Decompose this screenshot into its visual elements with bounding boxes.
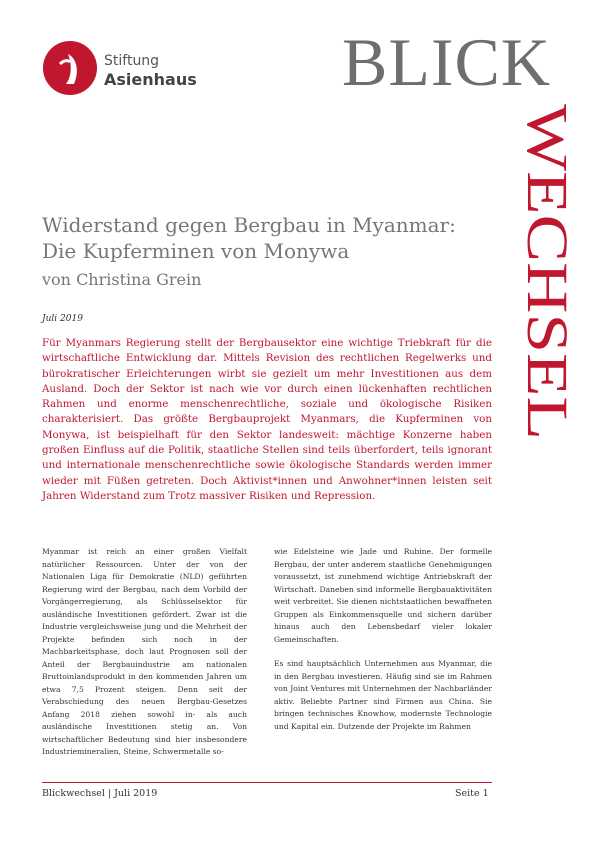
body-column-left <box>42 546 247 771</box>
body-paragraph: wie Edelsteine wie Jade und Rubine. Der formelle Bergbau, der unter anderem staatliche Genehmigungen voraussetzt, ist zunehmend wichtige Antriebskraft der Wirtschaft. Daneben sind informelle Bergbauaktivitäten weit verbreitet. Sie dienen nichtstaatlichen bewaffneten Gruppen als Einkommensquelle und sichern darüber hinaus auch den Lebensbedarf vieler lokaler Gemeinschaften. <box>274 547 492 644</box>
footer-page-number: Seite 1 <box>455 788 489 799</box>
asienhaus-logo-icon <box>42 40 98 96</box>
article-title <box>42 212 456 264</box>
stiftung-asienhaus-logo <box>42 40 202 96</box>
title-line-1: Widerstand gegen Bergbau in Myanmar: <box>42 213 456 237</box>
brand-wechsel-text: WECHSEL <box>515 104 580 378</box>
body-paragraph: Myanmar ist reich an einer großen Vielfalt natürlicher Ressourcen. Unter der von der Nationalen Liga für Demokratie (NLD) geführten Regierung wird der Bergbau, nach dem Vorbild der Vorgängerregierung, als Schlüsselsektor für ausländische Investitionen gefördert. Zwar ist die Industrie vergleichsweise jung und die Mehrheit der Projekte befinden sich noch in der Machbarkeitsphase, doch laut Prognosen soll der Anteil der Bergbauindustrie am nationalen Bruttoinlandsprodukt in den kommenden Jahren um etwa 7,5 Prozent steigen. Denn seit der Verabschiedung des neuen Bergbau-Gesetzes Anfang 2018 ziehen sowohl in- als auch ausländische Investitionen stetig an. Von wirtschaftlicher Bedeutung sind hier insbesondere Industriemineralien, Steine, Schwermetalle so- <box>42 547 247 756</box>
body-column-right <box>274 546 492 745</box>
footer-rule <box>42 782 492 783</box>
body-paragraph: Es sind hauptsächlich Unternehmen aus Myanmar, die in den Bergbau investieren. Häufig sind sie im Rahmen von Joint Ventures mit Unternehmen der Nachbarländer aktiv. Beliebte Partner sind Firmen aus China. Sie bringen technisches Knowhow, modernste Technologie und Kapital ein. Dutzende der Projekte im Rahmen <box>274 659 492 731</box>
footer-publication: Blickwechsel | Juli 2019 <box>42 788 158 799</box>
brand-wechsel-vertical <box>514 104 584 444</box>
brand-blick: BLICK <box>342 24 551 100</box>
lead-paragraph: Für Myanmars Regierung stellt der Bergbausektor eine wichtige Triebkraft für die wirtschaftliche Entwicklung dar. Mittels Revision des rechtlichen Regelwerks und bürokratischer Erleichterungen wirbt sie gezielt um mehr Investitionen aus dem Ausland. Doch der Sektor ist nach wie vor durch einen lückenhaften rechtlichen Rahmen und enorme menschenrechtliche, soziale und ökologische Risiken charakterisiert. Das größte Bergbauprojekt Myanmars, die Kupferminen von Monywa, ist beispielhaft für den Sektor landesweit: mächtige Konzerne haben großen Einfluss auf die Politik, staatliche Stellen sind teils überfordert, teils ignorant und internationale menschenrechtliche sowie ökologische Standards werden immer wieder mit Füßen getreten. Doch Aktivist*innen und Anwohner*innen leisten seit Jahren Widerstand zum Trotz massiver Risiken und Repression. <box>42 337 492 502</box>
logo-line-asienhaus: Asienhaus <box>104 70 197 89</box>
logo-line-stiftung: Stiftung <box>104 53 160 69</box>
title-line-2: Die Kupferminen von Monywa <box>42 239 350 263</box>
article-date: Juli 2019 <box>42 314 83 324</box>
article-author: von Christina Grein <box>42 270 202 289</box>
